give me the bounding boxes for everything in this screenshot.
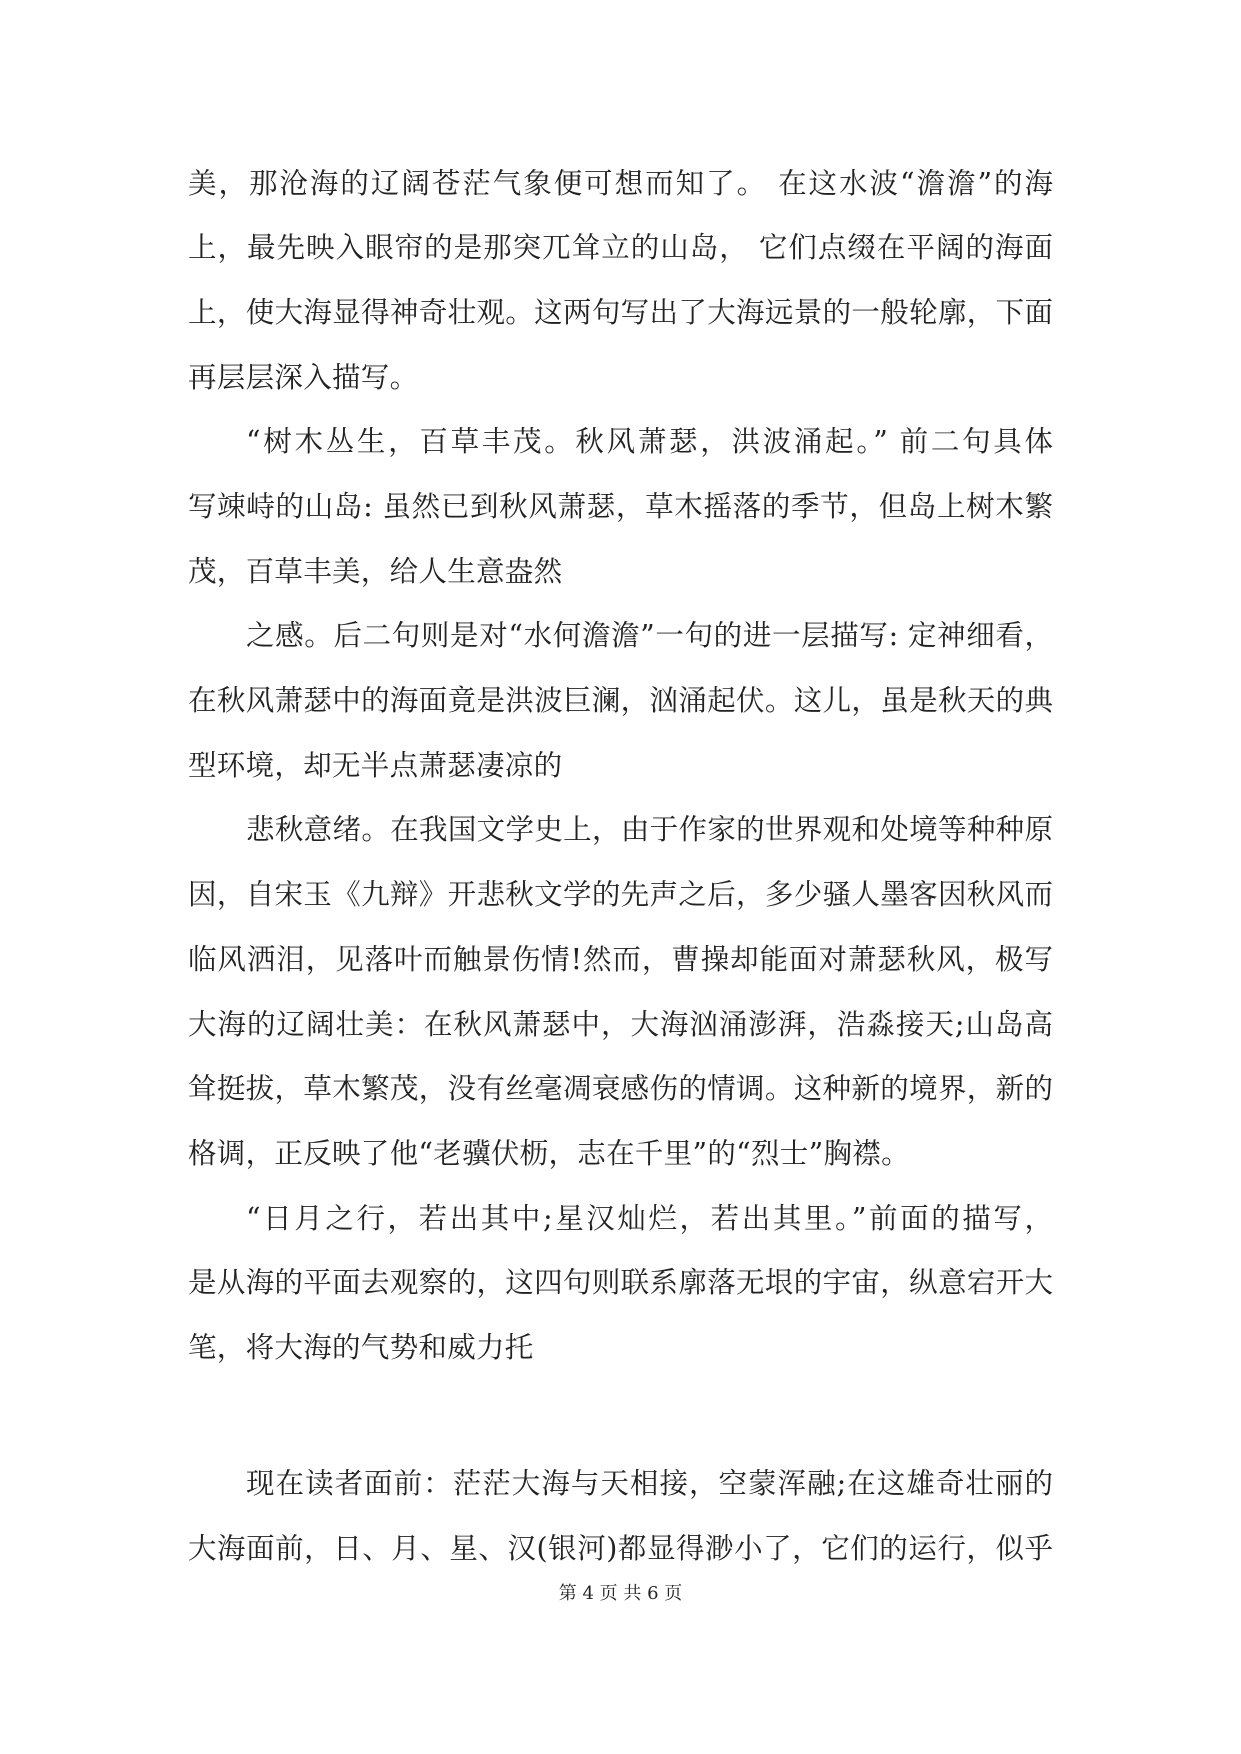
text-line: 大海面前，日、月、星、汉(银河)都显得渺小了，它们的运行，似乎	[188, 1531, 1053, 1565]
page-number-footer: 第 4 页 共 6 页	[558, 1583, 683, 1604]
text-line: 笔，将大海的气势和威力托	[188, 1330, 534, 1364]
text-line: 型环境，却无半点萧瑟凄凉的	[188, 748, 563, 782]
text-line: 现在读者面前：茫茫大海与天相接，空蒙浑融;在这雄奇壮丽的	[246, 1466, 1053, 1500]
paragraph	[188, 152, 1053, 411]
paragraph	[188, 798, 1053, 1186]
paragraph	[188, 410, 1053, 604]
text-line: 之感。后二句则是对“水何澹澹”一句的进一层描写: 定神细看，	[246, 619, 1053, 653]
text-line: 是从海的平面去观察的，这四句则联系廓落无垠的宇宙，纵意宕开大	[188, 1266, 1053, 1300]
text-line: 格调，正反映了他“老骥伏枥，志在千里”的“烈士”胸襟。	[188, 1136, 910, 1170]
paragraph	[188, 604, 1053, 798]
paragraph	[188, 1452, 1053, 1581]
text-line: 在秋风萧瑟中的海面竟是洪波巨澜，汹涌起伏。这儿，虽是秋天的典	[188, 684, 1053, 718]
text-line: 写竦峙的山岛: 虽然已到秋风萧瑟，草木摇落的季节，但岛上树木繁	[188, 490, 1053, 524]
text-line: 上，使大海显得神奇壮观。这两句写出了大海远景的一般轮廓，下面	[188, 295, 1053, 329]
text-line: 美，那沧海的辽阔苍茫气象便可想而知了。 在这水波“澹澹”的海	[188, 166, 1053, 200]
text-line: 再层层深入描写。	[188, 360, 419, 394]
text-line: 上，最先映入眼帘的是那突兀耸立的山岛， 它们点缀在平阔的海面	[188, 231, 1053, 265]
text-line: 因，自宋玉《九辩》开悲秋文学的先声之后，多少骚人墨客因秋风而	[188, 878, 1053, 912]
text-line: 茂，百草丰美，给人生意盎然	[188, 554, 563, 588]
text-line: “树木丛生，百草丰茂。秋风萧瑟，洪波涌起。” 前二句具体	[246, 425, 1053, 459]
text-line: 临风洒泪，见落叶而触景伤情!然而，曹操却能面对萧瑟秋风，极写	[188, 942, 1053, 976]
text-line: “日月之行，若出其中;星汉灿烂，若出其里。”前面的描写，	[246, 1201, 1053, 1235]
text-line: 耸挺拔，草木繁茂，没有丝毫凋衰感伤的情调。这种新的境界，新的	[188, 1072, 1053, 1106]
text-line: 大海的辽阔壮美：在秋风萧瑟中，大海汹涌澎湃，浩淼接天;山岛高	[188, 1007, 1053, 1041]
paragraph	[188, 1187, 1053, 1381]
text-line: 悲秋意绪。在我国文学史上，由于作家的世界观和处境等种种原	[246, 813, 1053, 847]
body-text	[188, 152, 1053, 1582]
